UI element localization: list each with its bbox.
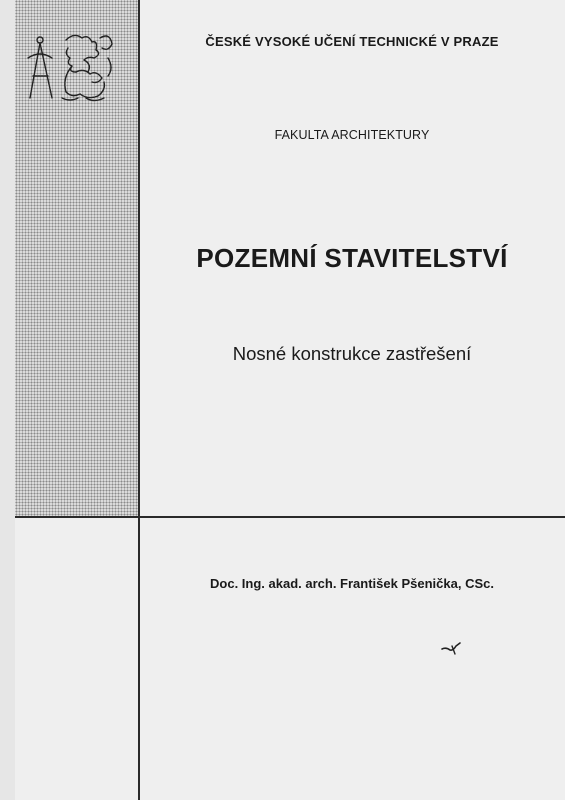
page-edge — [0, 0, 15, 800]
author-name: Doc. Ing. akad. arch. František Pšenička, CSc. — [210, 576, 494, 591]
document-subtitle: Nosné konstrukce zastřešení — [232, 343, 472, 364]
cvut-logo-icon — [22, 28, 118, 104]
ink-mark-icon — [440, 640, 462, 656]
faculty-name: FAKULTA ARCHITEKTURY — [274, 128, 430, 142]
vertical-rule — [138, 0, 140, 800]
university-name: ČESKÉ VYSOKÉ UČENÍ TECHNICKÉ V PRAZE — [205, 34, 499, 49]
horizontal-rule — [15, 516, 565, 518]
document-title: POZEMNÍ STAVITELSTVÍ — [196, 243, 508, 273]
